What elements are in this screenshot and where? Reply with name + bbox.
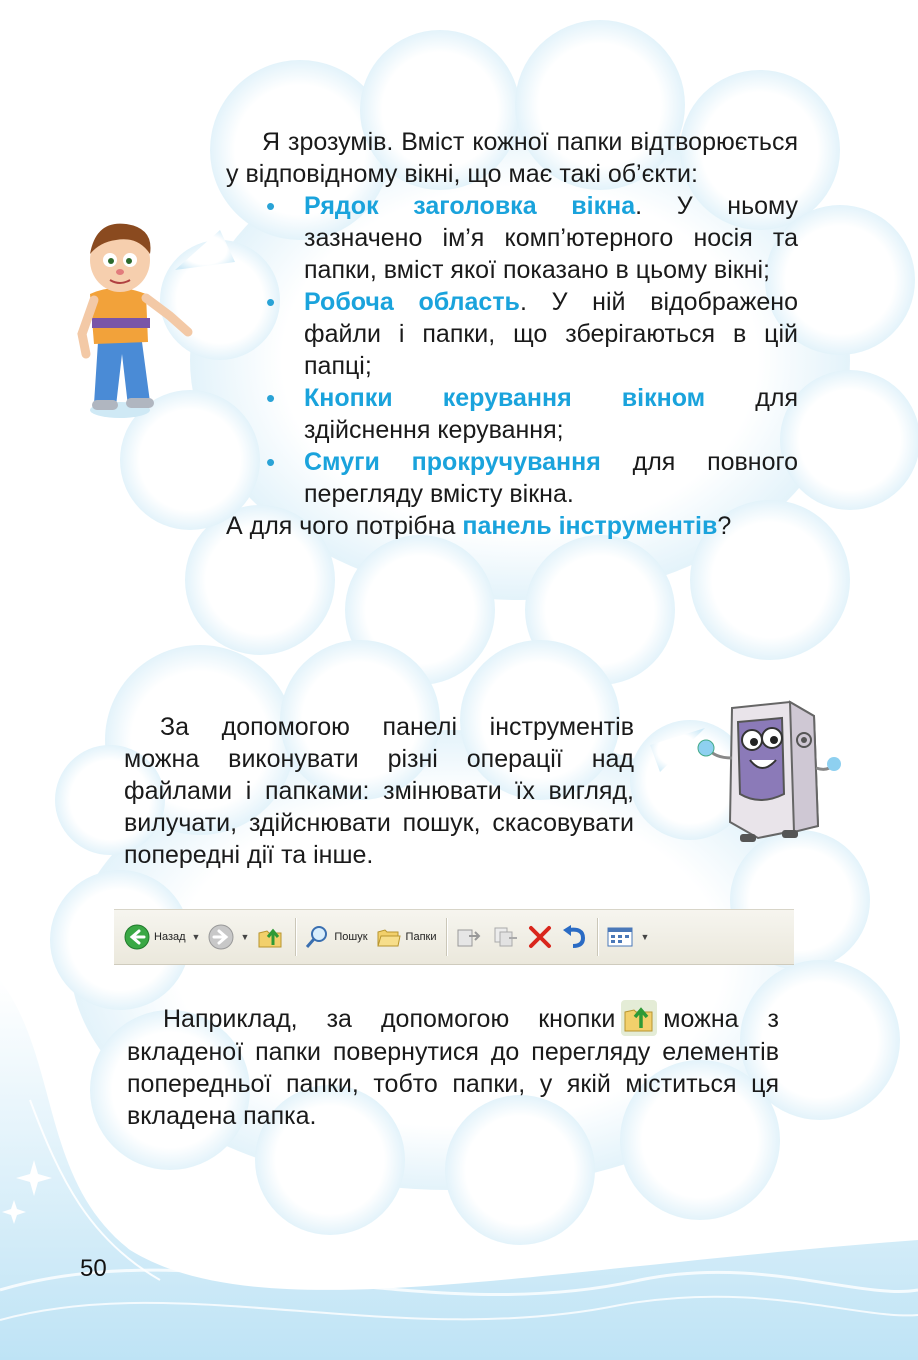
chevron-down-icon[interactable]: ▼ (191, 932, 201, 942)
example-paragraph (127, 1000, 779, 1132)
views-button[interactable] (606, 925, 649, 949)
folder-up-icon (257, 923, 285, 951)
back-label: Назад (154, 931, 186, 943)
list-item-text: . У ній відображено файли і папки, що зберігаються в цій папці; (304, 288, 799, 380)
toolbar-separator (597, 918, 598, 956)
folder-up-button[interactable] (257, 923, 285, 951)
undo-icon (561, 924, 587, 950)
computer-character-illustration (694, 698, 844, 848)
question-mark: ? (717, 512, 732, 540)
search-icon (304, 924, 330, 950)
bullet-icon: • (266, 191, 276, 221)
question-text: А для чого потрібна (226, 512, 463, 540)
move-to-button[interactable] (455, 924, 483, 950)
list-item-text: . У ньому зазначено ім’я комп’ютерного носія та папки, вміст якої показано в цьому вікні; (304, 192, 798, 284)
folders-button[interactable] (376, 924, 437, 950)
example-text (127, 1000, 779, 1132)
undo-button[interactable] (561, 924, 587, 950)
folder-up-icon (621, 1000, 657, 1036)
list-item (266, 286, 799, 382)
list-item (266, 382, 798, 446)
explorer-toolbar (114, 909, 794, 965)
chevron-down-icon[interactable]: ▼ (240, 932, 250, 942)
folders-label: Папки (405, 931, 437, 943)
copy-to-button[interactable] (491, 924, 519, 950)
search-label: Пошук (334, 931, 368, 943)
bubble-top-text (226, 126, 798, 542)
intro-paragraph: Я зрозумів. Вміст кожної папки відтворюється у відповідному вікні, що має такі об’єкти: (226, 128, 798, 188)
term-scrollbars: Смуги прокручування (304, 448, 601, 476)
question-paragraph (226, 510, 798, 542)
forward-button[interactable] (208, 924, 249, 950)
back-button[interactable] (124, 924, 200, 950)
list-item-text: для здійснення керування; (304, 384, 798, 444)
term-window-controls: Кнопки керування вікном (304, 384, 706, 412)
bullet-icon: • (266, 447, 276, 477)
term-title-bar: Рядок заголовка вікна (304, 192, 636, 220)
chevron-down-icon[interactable]: ▼ (640, 932, 650, 942)
views-icon (606, 925, 634, 949)
list-item (266, 446, 798, 510)
search-button[interactable] (304, 924, 367, 950)
page-number: 50 (80, 1255, 107, 1282)
term-toolbar: панель інструментів (462, 512, 718, 540)
toolbar-separator (446, 918, 447, 956)
forward-arrow-icon (208, 924, 234, 950)
delete-icon (527, 924, 553, 950)
bubble-bottom-text (124, 711, 634, 871)
copy-to-icon (491, 924, 519, 950)
toolbar-explanation: За допомогою панелі інструментів можна виконувати різні операції над файлами і папками: змінювати їх вигляд, вилучати, здійснювати пошук, скасовувати попередні дії та інше. (124, 713, 634, 869)
delete-button[interactable] (527, 924, 553, 950)
folders-icon (376, 924, 402, 950)
move-to-icon (455, 924, 483, 950)
window-objects-list (226, 190, 798, 510)
example-text-before: Наприклад, за допомогою кнопки (163, 1005, 616, 1033)
bullet-icon: • (266, 383, 276, 413)
boy-character-illustration (76, 214, 198, 420)
toolbar-separator (295, 918, 296, 956)
bullet-icon: • (266, 287, 276, 317)
list-item-text: для повного перегляду вмісту вікна. (304, 448, 798, 508)
example-text-after: можна з вкладеної папки повернутися до перегляду елементів попередньої папки, тобто папки, у якій міститься ця вкладена папка. (127, 1005, 779, 1130)
term-work-area: Робоча область (304, 288, 520, 316)
back-arrow-icon (124, 924, 150, 950)
list-item (266, 190, 798, 286)
